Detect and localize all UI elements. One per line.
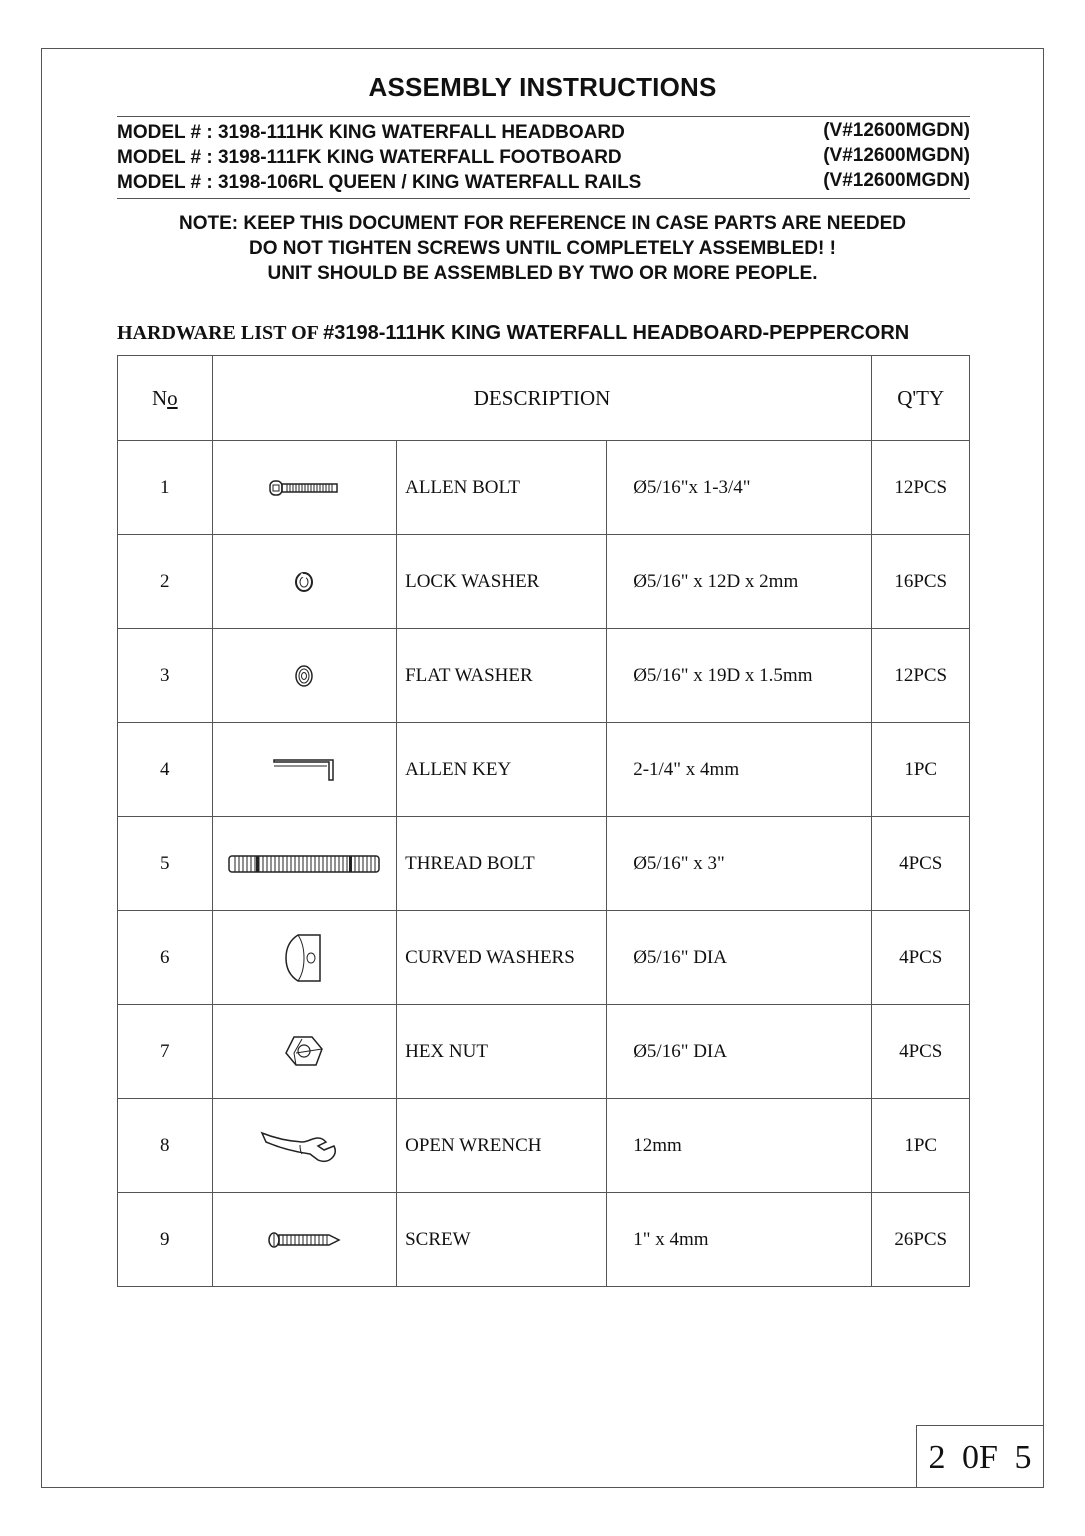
page-title: ASSEMBLY INSTRUCTIONS <box>368 72 717 102</box>
item-spec: Ø5/16" x 3" <box>607 817 872 911</box>
table-row <box>118 535 970 629</box>
table-row <box>118 1005 970 1099</box>
hex-nut-icon <box>284 1034 324 1070</box>
item-picture <box>212 1193 397 1287</box>
item-number: 7 <box>118 1005 213 1099</box>
model-line-headboard: MODEL # : 3198-111HK KING WATERFALL HEADBOARD <box>117 122 625 143</box>
lock-washer-icon <box>293 571 315 593</box>
item-name: OPEN WRENCH <box>397 1099 607 1193</box>
item-number: 3 <box>118 629 213 723</box>
item-name: HEX NUT <box>397 1005 607 1099</box>
item-picture <box>212 629 397 723</box>
item-qty: 1PC <box>872 1099 970 1193</box>
vendor-number-rails: (V#12600MGDN) <box>823 170 970 191</box>
table-row <box>118 629 970 723</box>
column-header-no: No <box>118 356 213 441</box>
hardware-table <box>117 355 970 1287</box>
table-header-row <box>118 356 970 441</box>
page-number-box <box>916 1425 1044 1488</box>
thread-bolt-icon <box>228 854 380 874</box>
item-name: ALLEN KEY <box>397 723 607 817</box>
divider <box>117 198 970 199</box>
note-do-not-tighten: DO NOT TIGHTEN SCREWS UNTIL COMPLETELY ASSEMBLED! ! <box>249 238 836 259</box>
table-row <box>118 723 970 817</box>
item-picture <box>212 535 397 629</box>
item-spec: Ø5/16"x 1-3/4" <box>607 441 872 535</box>
column-header-description: DESCRIPTION <box>212 356 872 441</box>
allen-key-icon <box>272 758 336 782</box>
item-qty: 4PCS <box>872 911 970 1005</box>
item-picture <box>212 817 397 911</box>
vendor-number-footboard: (V#12600MGDN) <box>823 145 970 166</box>
open-wrench-icon <box>260 1129 348 1163</box>
table-row <box>118 1193 970 1287</box>
hardware-list-title <box>117 322 909 345</box>
item-qty: 16PCS <box>872 535 970 629</box>
item-spec: Ø5/16" DIA <box>607 911 872 1005</box>
item-picture <box>212 1005 397 1099</box>
item-qty: 1PC <box>872 723 970 817</box>
hardware-title-model: #3198-111HK KING WATERFALL HEADBOARD-PEPPERCORN <box>323 322 910 344</box>
item-spec: 1" x 4mm <box>607 1193 872 1287</box>
item-qty: 4PCS <box>872 817 970 911</box>
table-row <box>118 441 970 535</box>
item-name: THREAD BOLT <box>397 817 607 911</box>
page-number: 2 <box>928 1439 946 1476</box>
item-picture <box>212 911 397 1005</box>
item-qty: 12PCS <box>872 629 970 723</box>
note-keep-document: NOTE: KEEP THIS DOCUMENT FOR REFERENCE IN CASE PARTS ARE NEEDED <box>179 213 906 234</box>
item-name: SCREW <box>397 1193 607 1287</box>
item-name: ALLEN BOLT <box>397 441 607 535</box>
flat-washer-icon <box>293 663 315 689</box>
allen-bolt-icon <box>269 478 339 498</box>
item-picture <box>212 723 397 817</box>
table-row <box>118 817 970 911</box>
item-picture <box>212 441 397 535</box>
item-spec: 2-1/4" x 4mm <box>607 723 872 817</box>
item-number: 9 <box>118 1193 213 1287</box>
screw-icon <box>267 1230 341 1250</box>
item-number: 6 <box>118 911 213 1005</box>
item-spec: 12mm <box>607 1099 872 1193</box>
item-name: FLAT WASHER <box>397 629 607 723</box>
item-number: 1 <box>118 441 213 535</box>
item-number: 4 <box>118 723 213 817</box>
item-number: 5 <box>118 817 213 911</box>
item-number: 2 <box>118 535 213 629</box>
item-spec: Ø5/16" DIA <box>607 1005 872 1099</box>
item-picture <box>212 1099 397 1193</box>
vendor-number-headboard: (V#12600MGDN) <box>823 120 970 141</box>
page-of-label: 0F <box>962 1439 998 1476</box>
hardware-title-prefix: HARDWARE LIST OF <box>117 322 324 344</box>
table-row <box>118 1099 970 1193</box>
item-qty: 26PCS <box>872 1193 970 1287</box>
page-total: 5 <box>1014 1439 1032 1476</box>
item-spec: Ø5/16" x 12D x 2mm <box>607 535 872 629</box>
divider <box>117 116 970 117</box>
item-qty: 4PCS <box>872 1005 970 1099</box>
item-spec: Ø5/16" x 19D x 1.5mm <box>607 629 872 723</box>
item-name: LOCK WASHER <box>397 535 607 629</box>
column-header-qty: Q'TY <box>872 356 970 441</box>
model-line-rails: MODEL # : 3198-106RL QUEEN / KING WATERFALL RAILS <box>117 172 642 193</box>
model-line-footboard: MODEL # : 3198-111FK KING WATERFALL FOOTBOARD <box>117 147 622 168</box>
table-row <box>118 911 970 1005</box>
item-name: CURVED WASHERS <box>397 911 607 1005</box>
note-two-people: UNIT SHOULD BE ASSEMBLED BY TWO OR MORE PEOPLE. <box>267 263 818 284</box>
curved-washer-icon <box>284 932 324 984</box>
item-qty: 12PCS <box>872 441 970 535</box>
item-number: 8 <box>118 1099 213 1193</box>
